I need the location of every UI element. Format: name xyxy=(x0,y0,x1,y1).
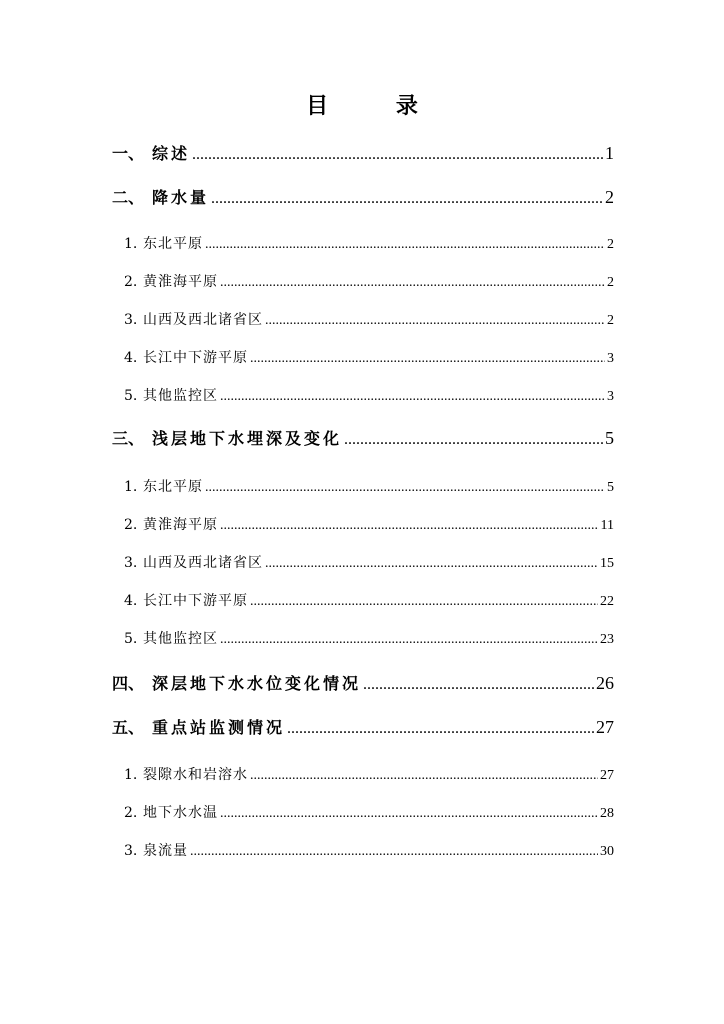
toc-entry-number: 二、 xyxy=(112,188,145,207)
toc-entry-precipitation[interactable] xyxy=(112,185,614,211)
toc-dot-leader xyxy=(220,389,605,405)
toc-entry-number: 四、 xyxy=(112,674,145,693)
toc-entry-label: 重点站监测情况 xyxy=(152,718,286,737)
toc-subentry-page: 2 xyxy=(607,237,614,252)
toc-subentry-label: 黄淮海平原 xyxy=(143,517,218,533)
toc-subentry-page: 28 xyxy=(600,806,614,821)
toc-subentry-label: 山西及西北诸省区 xyxy=(143,312,263,328)
toc-subentry-page: 23 xyxy=(600,632,614,647)
toc-subentry-label: 长江中下游平原 xyxy=(143,350,248,366)
toc-subentry-number: 3. xyxy=(124,312,138,328)
toc-subentry[interactable] xyxy=(124,309,614,331)
toc-dot-leader xyxy=(211,190,603,208)
toc-entry-page: 5 xyxy=(605,428,614,448)
toc-subentry[interactable] xyxy=(124,628,614,650)
toc-subentry-number: 4. xyxy=(124,350,138,366)
toc-subentry-label: 东北平原 xyxy=(143,479,203,495)
toc-dot-leader xyxy=(220,632,598,648)
toc-subentry-number: 5. xyxy=(124,631,138,647)
toc-subentry-label: 地下水水温 xyxy=(143,805,218,821)
toc-entry-summary[interactable] xyxy=(112,141,614,167)
toc-subentry[interactable] xyxy=(124,840,614,862)
toc-entry-label: 浅层地下水埋深及变化 xyxy=(152,429,343,448)
toc-dot-leader xyxy=(265,556,598,572)
toc-subentry-page: 2 xyxy=(607,313,614,328)
toc-dot-leader xyxy=(220,806,598,822)
toc-subentry-page: 22 xyxy=(600,594,614,609)
toc-entry-deep-groundwater[interactable] xyxy=(112,671,614,697)
toc-entry-key-stations[interactable] xyxy=(112,715,614,741)
toc-subentry[interactable] xyxy=(124,233,614,255)
toc-subentry-number: 2. xyxy=(124,274,138,290)
toc-subentry[interactable] xyxy=(124,552,614,574)
toc-dot-leader xyxy=(287,720,594,738)
toc-dot-leader xyxy=(265,313,605,329)
toc-entry-page: 27 xyxy=(596,717,614,737)
toc-subentry-label: 裂隙水和岩溶水 xyxy=(143,767,248,783)
toc-dot-leader xyxy=(205,480,605,496)
toc-subentry-page: 15 xyxy=(600,556,614,571)
toc-subentry-number: 2. xyxy=(124,805,138,821)
toc-dot-leader xyxy=(220,275,605,291)
toc-subentry-page: 5 xyxy=(607,480,614,495)
toc-subentry-page: 3 xyxy=(607,351,614,366)
toc-subentry-page: 11 xyxy=(600,518,614,533)
toc-subentry-page: 2 xyxy=(607,275,614,290)
toc-subentry[interactable] xyxy=(124,271,614,293)
toc-subentry-number: 5. xyxy=(124,388,138,404)
toc-dot-leader xyxy=(205,237,605,253)
toc-entry-page: 1 xyxy=(605,143,614,163)
toc-subentry-label: 黄淮海平原 xyxy=(143,274,218,290)
page-title: 目 录 xyxy=(306,94,448,119)
toc-subentry[interactable] xyxy=(124,764,614,786)
toc-dot-leader xyxy=(220,518,599,534)
toc-subentry[interactable] xyxy=(124,514,614,536)
toc-entry-page: 26 xyxy=(596,673,614,693)
toc-subentry[interactable] xyxy=(124,590,614,612)
toc-dot-leader xyxy=(344,431,603,449)
toc-subentry-page: 30 xyxy=(600,844,614,859)
toc-subentry[interactable] xyxy=(124,476,614,498)
toc-subentry[interactable] xyxy=(124,347,614,369)
toc-dot-leader xyxy=(250,351,605,367)
toc-dot-leader xyxy=(192,146,603,164)
toc-entry-number: 一、 xyxy=(112,144,145,163)
toc-subentry-number: 1. xyxy=(124,767,138,783)
toc-subentry-page: 27 xyxy=(600,768,614,783)
toc-entry-shallow-groundwater[interactable] xyxy=(112,426,614,452)
toc-dot-leader xyxy=(363,676,594,694)
toc-subentry-number: 3. xyxy=(124,843,138,859)
toc-entry-label: 深层地下水水位变化情况 xyxy=(152,674,362,693)
toc-subentry-label: 泉流量 xyxy=(143,843,188,859)
toc-subentry[interactable] xyxy=(124,802,614,824)
toc-entry-label: 降水量 xyxy=(152,188,210,207)
toc-subentry-number: 4. xyxy=(124,593,138,609)
toc-entry-label: 综述 xyxy=(152,144,191,163)
toc-subentry-number: 1. xyxy=(124,236,138,252)
toc-entry-number: 三、 xyxy=(112,429,145,448)
toc-subentry-number: 2. xyxy=(124,517,138,533)
toc-dot-leader xyxy=(190,844,598,860)
toc-entry-page: 2 xyxy=(605,187,614,207)
toc-subentry-label: 东北平原 xyxy=(143,236,203,252)
toc-subentry-page: 3 xyxy=(607,389,614,404)
toc-subentry-number: 1. xyxy=(124,479,138,495)
toc-subentry-label: 其他监控区 xyxy=(143,631,218,647)
toc-subentry-label: 长江中下游平原 xyxy=(143,593,248,609)
toc-entry-number: 五、 xyxy=(112,718,145,737)
toc-subentry[interactable] xyxy=(124,385,614,407)
toc-dot-leader xyxy=(250,594,598,610)
toc-dot-leader xyxy=(250,768,598,784)
toc-subentry-label: 山西及西北诸省区 xyxy=(143,555,263,571)
toc-subentry-number: 3. xyxy=(124,555,138,571)
toc-subentry-label: 其他监控区 xyxy=(143,388,218,404)
